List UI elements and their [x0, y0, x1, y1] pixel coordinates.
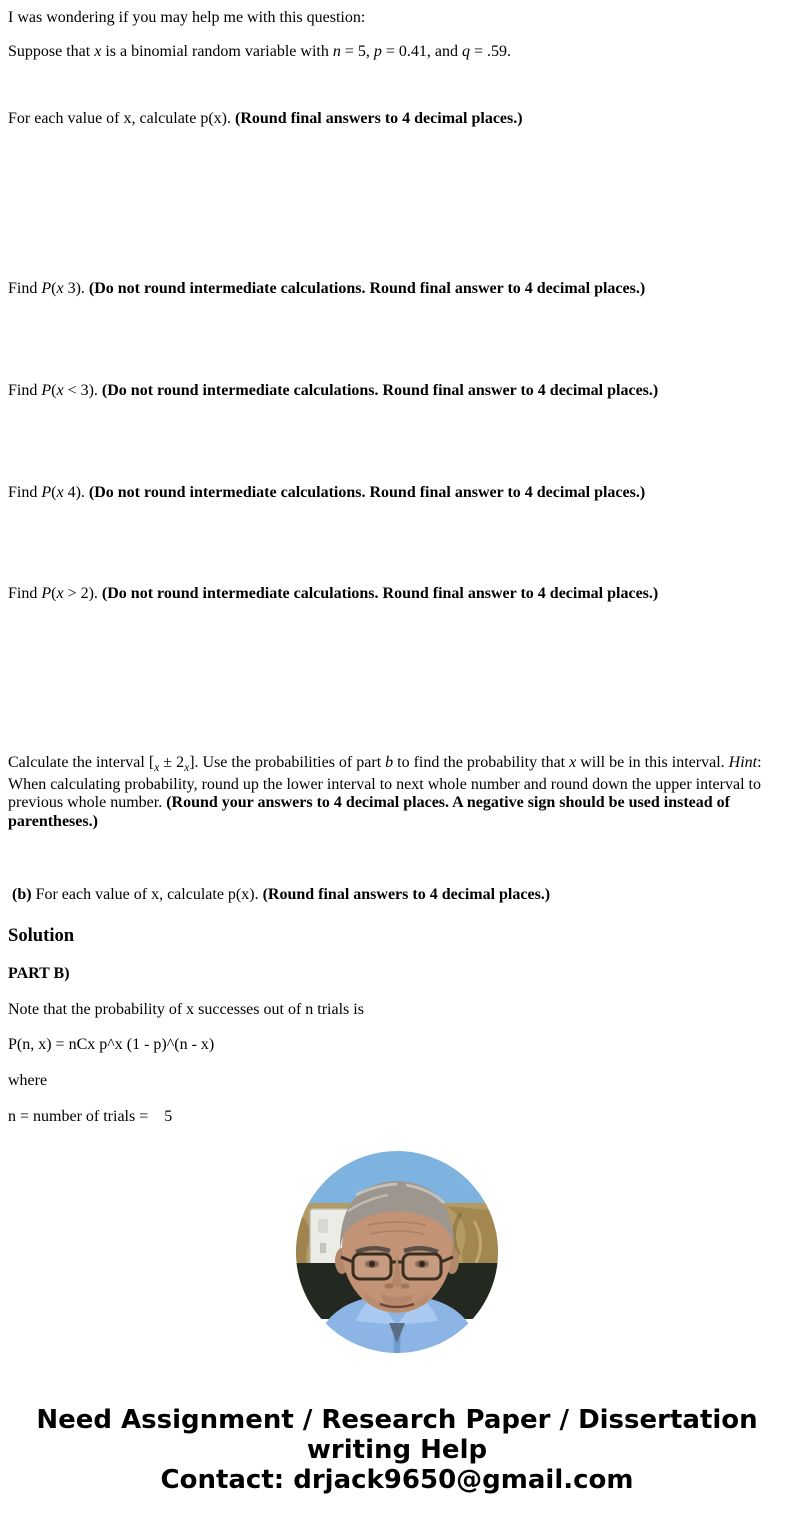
tutor-avatar-photo: [296, 1151, 498, 1353]
solution-heading: Solution: [8, 924, 75, 946]
footer-advertisement: [8, 1405, 786, 1495]
find-p-gt-2: Find P(x > 2). (Do not round intermediate calculations. Round final answer to 4 decimal places.): [8, 585, 659, 603]
part-b-heading: PART B): [8, 964, 70, 982]
part-a-instruction: For each value of x, calculate p(x). (Round final answers to 4 decimal places.): [8, 110, 523, 128]
n-trials-line: n = number of trials = 5: [8, 1107, 173, 1125]
part-b-instruction: (b) For each value of x, calculate p(x). (Round final answers to 4 decimal places.): [12, 885, 551, 903]
find-p-le-3: Find P(x 3). (Do not round intermediate calculations. Round final answer to 4 decimal places.): [8, 280, 646, 298]
intro-line: I was wondering if you may help me with this question:: [8, 9, 366, 26]
interval-instruction: Calculate the interval $[_x \pm 2_x]$. Use the probabilities of part b to find the probability that x will be in this interval. Hint: When calculating probability, round up the lower interval to next whole number and round down the upper interval to previous whole number. (Round your answers to 4 decimal places. A negative sign should be used instead of parentheses.): [8, 754, 766, 831]
tutor-photo-container: [8, 1151, 786, 1353]
note-line: Note that the probability of x successes out of n trials is: [8, 1000, 364, 1018]
footer-line-1: Need Assignment / Research Paper / Dissertation: [36, 1405, 758, 1436]
find-p-le-4: Find P(x 4). (Do not round intermediate calculations. Round final answer to 4 decimal places.): [8, 483, 646, 501]
problem-statement: Suppose that x is a binomial random variable with n = 5, p = 0.41, and q = .59.: [8, 42, 512, 60]
find-p-lt-3: Find P(x < 3). (Do not round intermediate calculations. Round final answer to 4 decimal places.): [8, 381, 659, 399]
where-line: where: [8, 1072, 48, 1090]
avatar-photo-art: [296, 1151, 498, 1353]
footer-contact-email: Contact: drjack9650@gmail.com: [160, 1465, 634, 1496]
binomial-formula: P(n, x) = nCx p^x (1 - p)^(n - x): [8, 1036, 215, 1054]
footer-line-2: writing Help: [306, 1435, 488, 1466]
